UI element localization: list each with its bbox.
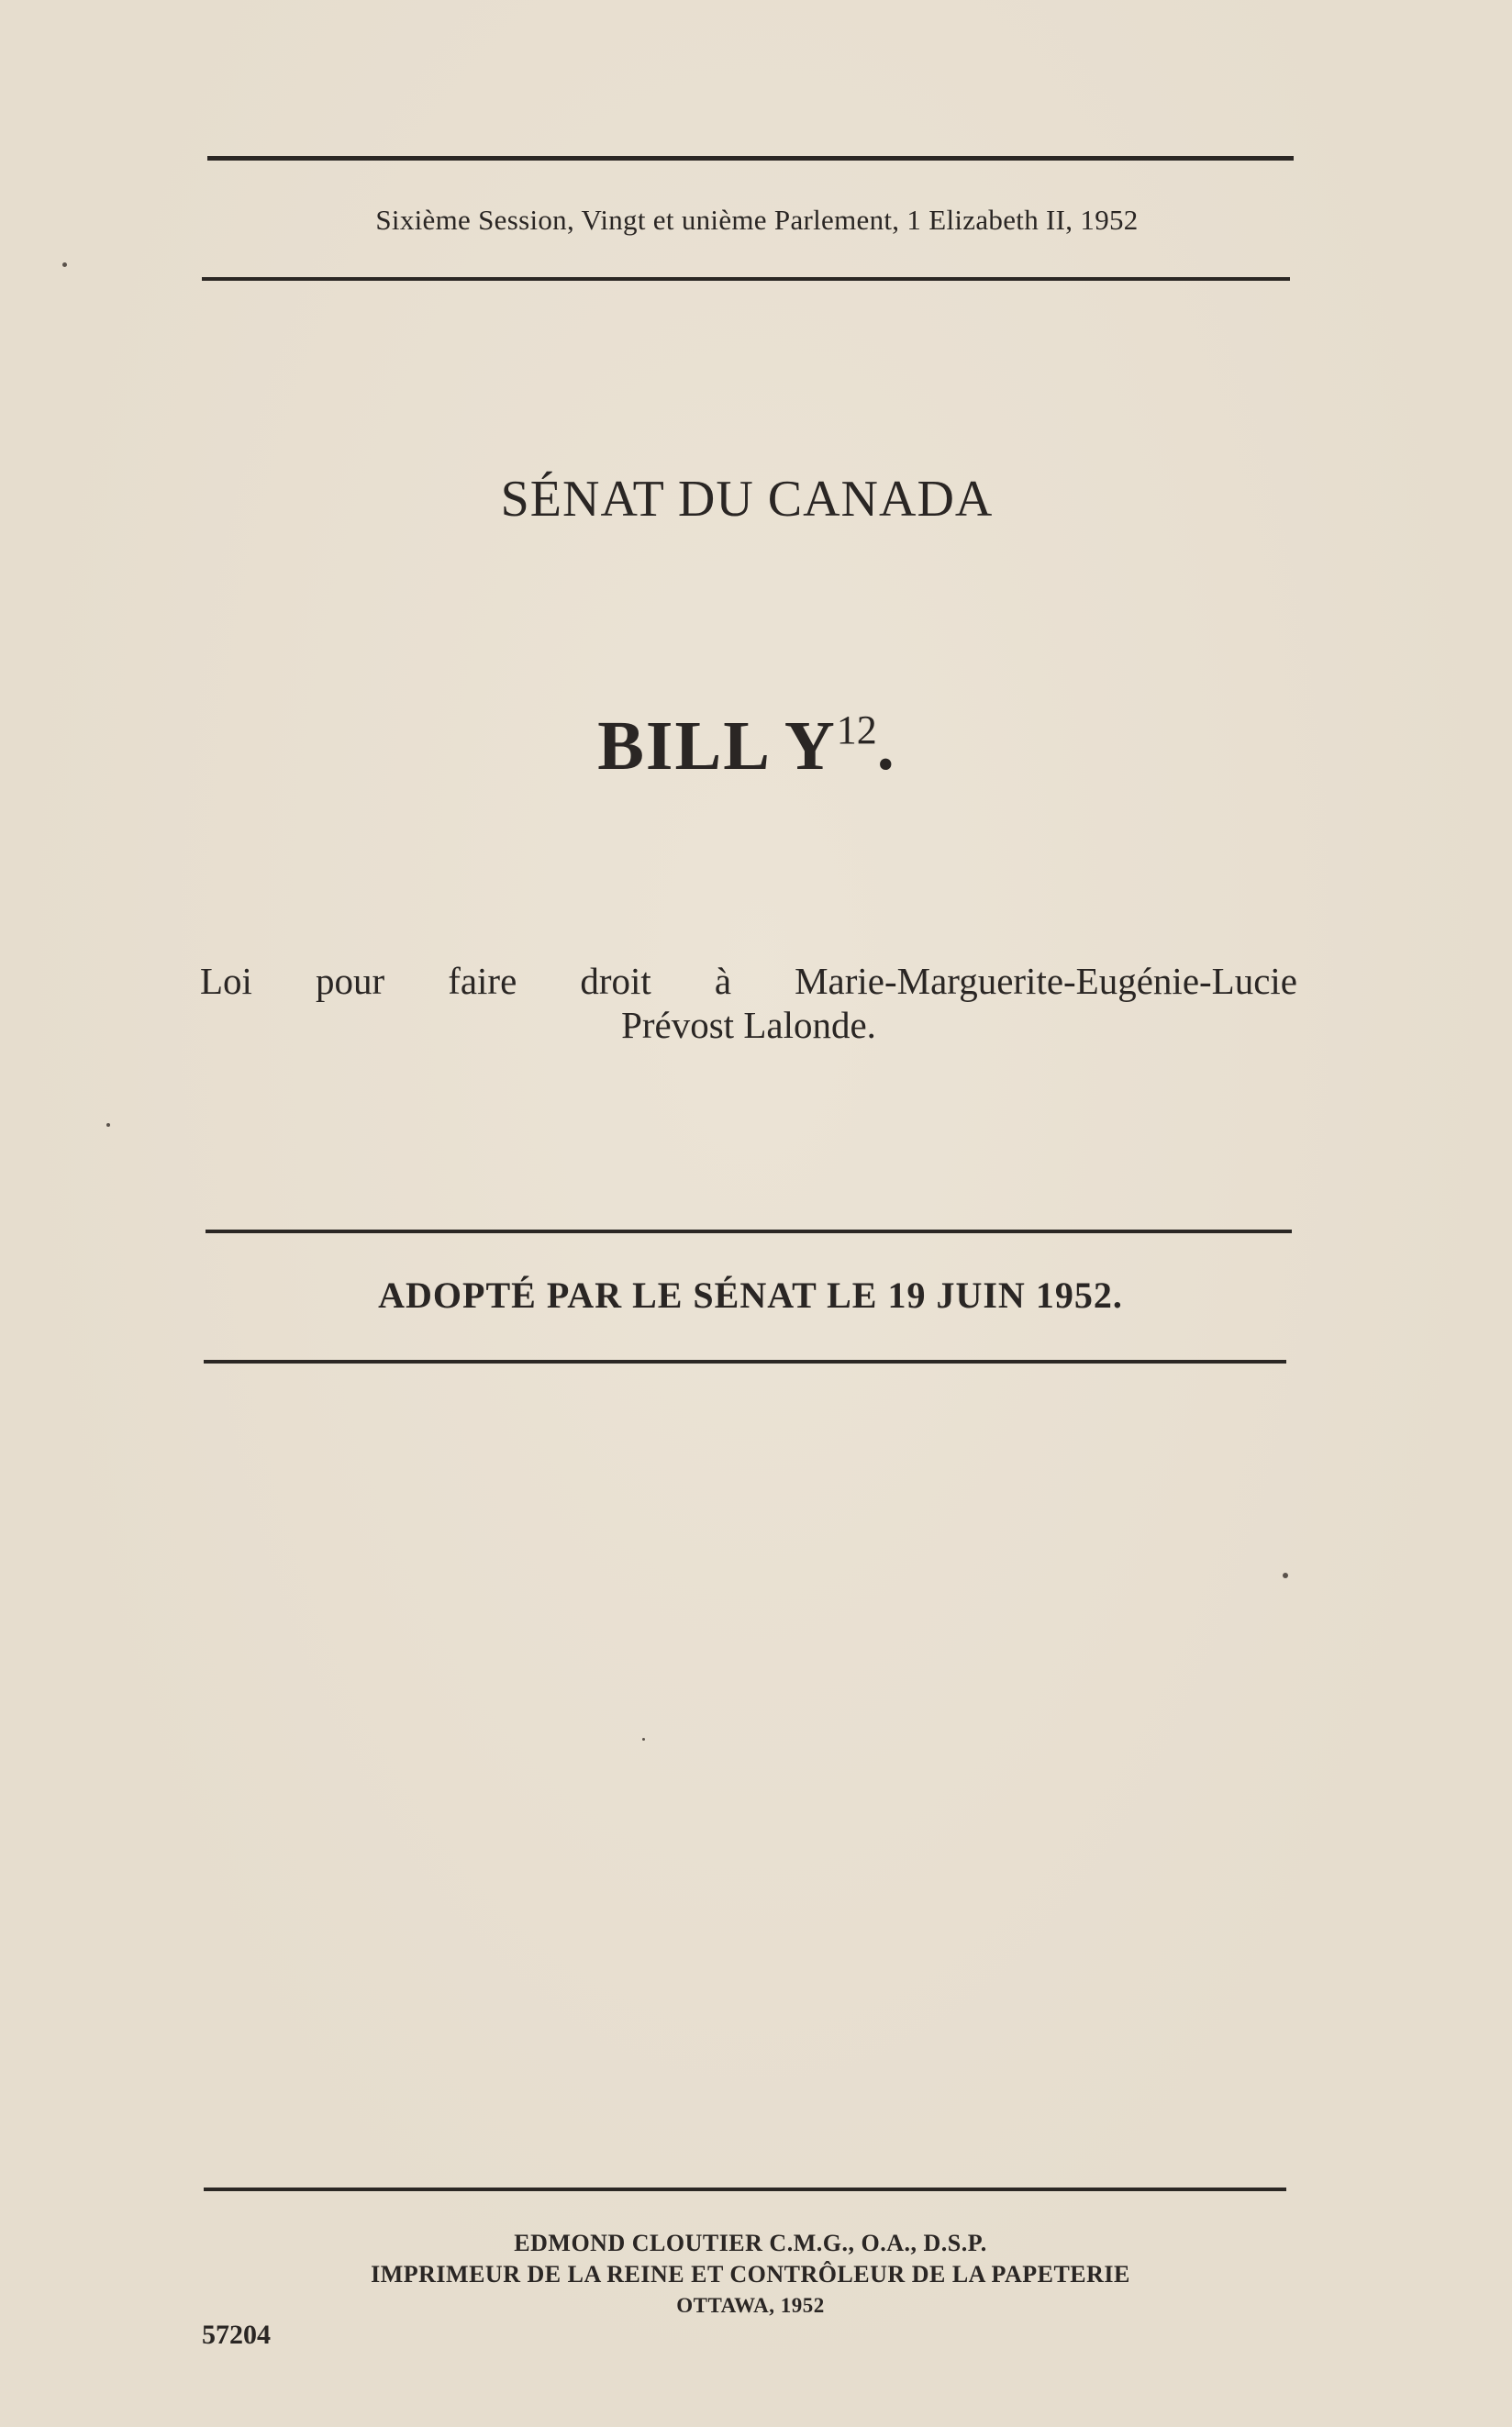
paper-speck [106, 1123, 110, 1127]
bill-suffix: . [876, 707, 896, 785]
session-rule [202, 277, 1290, 281]
printer-imprint [0, 2228, 1501, 2321]
session-line: Sixième Session, Vingt et unième Parlement, 1 Elizabeth II, 1952 [375, 204, 1139, 236]
bill-title-line-2: Prévost Lalonde. [621, 1004, 876, 1046]
job-number: 57204 [202, 2320, 271, 2350]
paper-speck [62, 262, 67, 267]
printer-name: EDMOND CLOUTIER C.M.G., O.A., D.S.P. [514, 2230, 987, 2256]
top-rule [207, 156, 1294, 161]
bill-title [200, 959, 1297, 1047]
paper-speck [642, 1738, 645, 1741]
paper-speck [1283, 1573, 1288, 1578]
printer-title: IMPRIMEUR DE LA REINE ET CONTRÔLEUR DE LA PAPETERIE [371, 2261, 1130, 2288]
adopted-rule-bottom [204, 1360, 1286, 1364]
printer-place-year: OTTAWA, 1952 [676, 2294, 825, 2317]
footer-rule [204, 2188, 1286, 2191]
chamber-title: SÉNAT DU CANADA [500, 471, 994, 528]
bill-superscript: 12 [836, 707, 877, 752]
bill-number [0, 707, 1494, 786]
bill-title-line-1: Loi pour faire droit à Marie-Marguerite-Eugénie-Lucie [200, 960, 1297, 1002]
bill-prefix: BILL Y [597, 707, 837, 785]
adoption-statement: ADOPTÉ PAR LE SÉNAT LE 19 JUIN 1952. [378, 1275, 1123, 1316]
adopted-rule-top [206, 1230, 1292, 1233]
